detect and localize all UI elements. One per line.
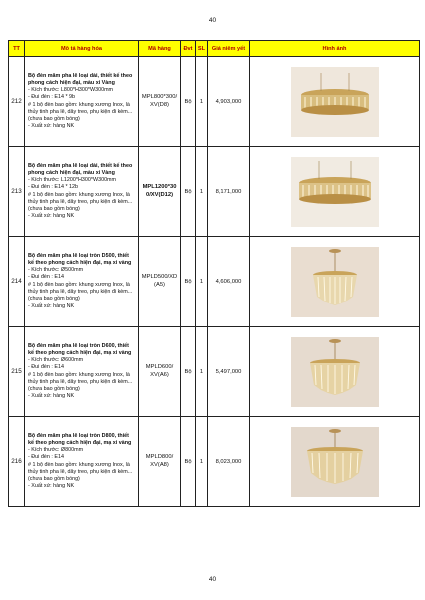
row-description: [25, 237, 139, 327]
product-table: [8, 40, 420, 507]
row-image: [250, 417, 420, 507]
product-title: Bộ đèn mâm pha lê loại dài, thiết kế theo phong cách hiện đại, màu xi Vàng: [28, 73, 133, 87]
row-qty: 1: [196, 237, 208, 327]
spec-line: - Xuất xứ: hàng NK: [28, 212, 75, 219]
row-price: 4,606,000: [208, 237, 250, 327]
header-qty: SL: [196, 41, 208, 57]
table-row: [9, 417, 420, 507]
row-qty: 1: [196, 327, 208, 417]
spec-line: - Kích thước: L800*H300*W300mm: [28, 87, 114, 94]
row-code: MPL1200*30 0/XV(D12): [139, 147, 181, 237]
header-code: Mã hàng: [139, 41, 181, 57]
spec-line: - Đui đèn : E14: [28, 364, 64, 371]
spec-line: - Đui đèn : E14: [28, 454, 64, 461]
row-image: [250, 147, 420, 237]
spec-line: # 1 bộ đèn bao gồm: khung xương Inox, là thủy tinh pha lê, dây treo, phụ kiện đi kèm...(chưa bao gồm bóng): [28, 101, 133, 122]
spec-line: - Đui đèn : E14 * 9b: [28, 94, 76, 101]
spec-line: - Kích thước: Ø800mm: [28, 447, 84, 454]
row-unit: Bộ: [181, 327, 196, 417]
table-row: [9, 57, 420, 147]
table-row: [9, 237, 420, 327]
row-code: MPLD600/ XV(A6): [139, 327, 181, 417]
table-header-row: [9, 41, 420, 57]
row-code: MPL800*300/ XV(D8): [139, 57, 181, 147]
row-price: 4,903,000: [208, 57, 250, 147]
row-image: [250, 237, 420, 327]
header-image: Hình ảnh: [250, 41, 420, 57]
spec-line: # 1 bộ đèn bao gồm: khung xương Inox, là thủy tinh pha lê, dây treo, phụ kiện đi kèm...(chưa bao gồm bóng): [28, 371, 133, 392]
row-unit: Bộ: [181, 237, 196, 327]
row-tt: 213: [9, 147, 25, 237]
header-unit: Đvt: [181, 41, 196, 57]
page-number-top: 40: [208, 17, 217, 24]
product-title: Bộ đèn mâm pha lê loại tròn D600, thiết kế theo phong cách hiện đại, mạ xi vàng: [28, 343, 132, 357]
row-description: [25, 417, 139, 507]
row-unit: Bộ: [181, 57, 196, 147]
row-image: [250, 57, 420, 147]
spec-line: - Đui đèn : E14 * 12b: [28, 184, 79, 191]
row-code: MPLD800/ XV(A8): [139, 417, 181, 507]
round-chandelier-photo: [291, 337, 379, 407]
row-code: MPLD500/XD (A5): [139, 237, 181, 327]
row-tt: 215: [9, 327, 25, 417]
header-tt: TT: [9, 41, 25, 57]
spec-line: # 1 bộ đèn bao gồm: khung xương Inox, là thủy tinh pha lê, dây treo, phụ kiện đi kèm...(chưa bao gồm bóng): [28, 191, 133, 212]
row-description: [25, 147, 139, 237]
row-qty: 1: [196, 57, 208, 147]
spec-line: - Xuất xứ: hàng NK: [28, 122, 75, 129]
row-tt: 212: [9, 57, 25, 147]
row-qty: 1: [196, 147, 208, 237]
round-chandelier-photo: [291, 247, 379, 317]
spec-line: - Kích thước: L1200*H300*W300mm: [28, 177, 117, 184]
row-price: 5,497,000: [208, 327, 250, 417]
spec-line: - Xuất xứ: hàng NK: [28, 392, 75, 399]
spec-line: - Kích thước: Ø500mm: [28, 267, 84, 274]
header-price: Giá niêm yết: [208, 41, 250, 57]
page-number-bottom: 40: [208, 576, 217, 583]
row-image: [250, 327, 420, 417]
product-title: Bộ đèn mâm pha lê loại tròn D500, thiết kế theo phong cách hiện đại, mạ xi vàng: [28, 253, 132, 267]
spec-line: - Xuất xứ: hàng NK: [28, 482, 75, 489]
spec-line: - Đui đèn : E14: [28, 274, 64, 281]
product-title: Bộ đèn mâm pha lê loại tròn D800, thiết kế theo phong cách hiện đại, mạ xi vàng: [28, 433, 132, 447]
row-unit: Bộ: [181, 147, 196, 237]
header-description: Mô tả hàng hóa: [25, 41, 139, 57]
spec-line: # 1 bộ đèn bao gồm: khung xương Inox, là thủy tinh pha lê, dây treo, phụ kiện đi kèm...(chưa bao gồm bóng): [28, 461, 133, 482]
oval-chandelier-photo: [291, 67, 379, 137]
row-price: 8,023,000: [208, 417, 250, 507]
round-chandelier-photo: [291, 427, 379, 497]
table-row: [9, 147, 420, 237]
table-row: [9, 327, 420, 417]
row-description: [25, 57, 139, 147]
oval-chandelier-photo: [291, 157, 379, 227]
row-qty: 1: [196, 417, 208, 507]
row-unit: Bộ: [181, 417, 196, 507]
row-description: [25, 327, 139, 417]
row-price: 8,171,000: [208, 147, 250, 237]
spec-line: - Xuất xứ: hàng NK: [28, 302, 75, 309]
row-tt: 216: [9, 417, 25, 507]
row-tt: 214: [9, 237, 25, 327]
spec-line: - Kích thước: Ø600mm: [28, 357, 84, 364]
product-title: Bộ đèn mâm pha lê loại dài, thiết kế theo phong cách hiện đại, màu xi Vàng: [28, 163, 133, 177]
spec-line: # 1 bộ đèn bao gồm: khung xương Inox, là thủy tinh pha lê, dây treo, phụ kiện đi kèm...(chưa bao gồm bóng): [28, 281, 133, 302]
